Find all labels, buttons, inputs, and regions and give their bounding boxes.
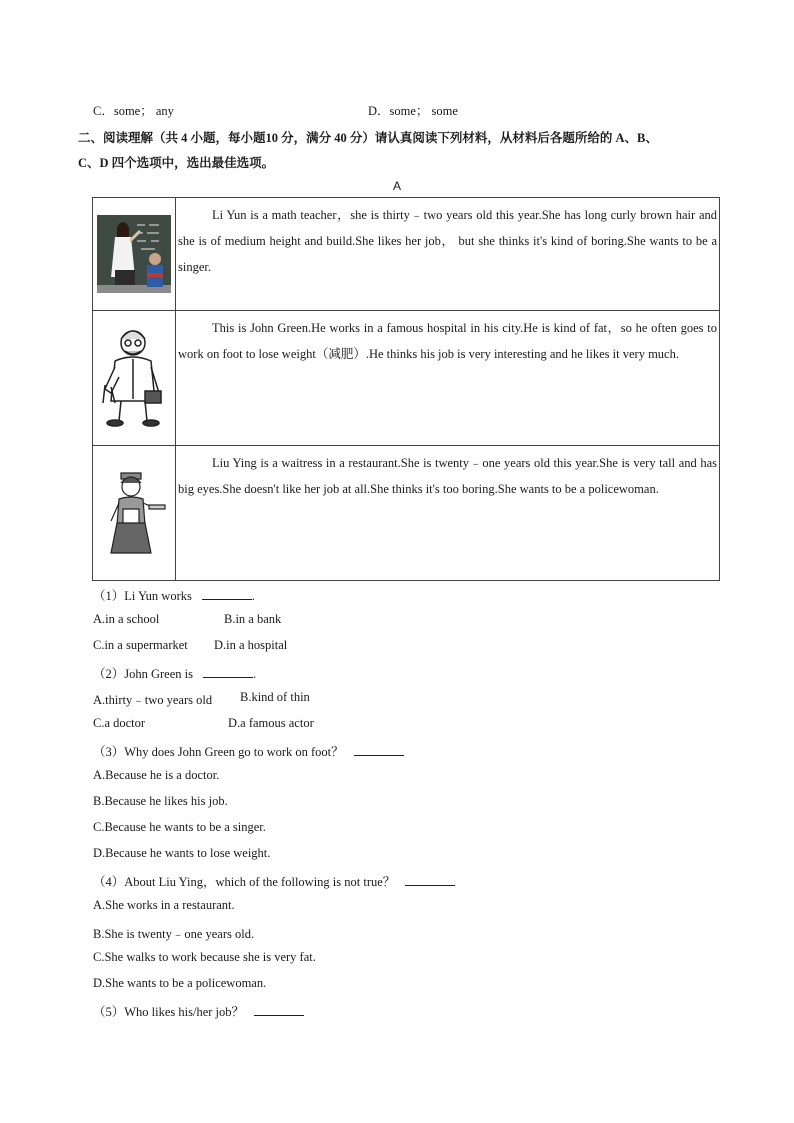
question-3-option-b: B.Because he likes his job. xyxy=(93,794,228,808)
question-2-option-a: A.thirty﹣two years old xyxy=(93,693,213,707)
question-5-stem: （5）Who likes his/her job？ xyxy=(93,1002,304,1020)
answer-blank[interactable] xyxy=(202,588,252,600)
question-1-option-a: A.in a school xyxy=(93,612,160,626)
question-2-option-d: D.a famous actor xyxy=(228,716,314,730)
question-4-stem: （4）About Liu Ying，which of the following is not true？ xyxy=(93,872,455,890)
question-1-option-c: C.in a supermarket xyxy=(93,638,188,652)
question-3-option-a: A.Because he is a doctor. xyxy=(93,768,220,782)
question-1-option-d: D.in a hospital xyxy=(214,638,288,652)
question-4-option-a: A.She works in a restaurant. xyxy=(93,898,235,912)
passage-row-2 xyxy=(93,311,719,446)
passage-text-3: Liu Ying is a waitress in a restaurant.She is twenty﹣one years old this year.She is very tall and has big eyes.She doesn't like her job at all.She thinks it's too boring.She wants to be a policewoman. xyxy=(178,456,717,496)
passage-text-2: This is John Green.He works in a famous hospital in his city.He is kind of fat，so he often goes to work on foot to lose weight（减肥）.He thinks his job is very interesting and he likes it very much. xyxy=(178,321,717,361)
passage-row-3 xyxy=(93,446,719,580)
answer-blank[interactable] xyxy=(254,1004,304,1016)
answer-blank[interactable] xyxy=(203,666,253,678)
question-4-option-b: B.She is twenty﹣one years old. xyxy=(93,927,255,941)
passage-label: A xyxy=(393,179,402,193)
question-3-stem: （3）Why does John Green go to work on foot？ xyxy=(93,742,404,760)
doctor-cartoon-icon xyxy=(93,311,176,445)
option-d-top: D．some； some xyxy=(368,104,458,118)
question-2-option-c: C.a doctor xyxy=(93,716,146,730)
question-2-option-b: B.kind of thin xyxy=(240,690,310,704)
question-2-stem: （2）John Green is . xyxy=(93,667,257,681)
question-3-option-c: C.Because he wants to be a singer. xyxy=(93,820,266,834)
answer-blank[interactable] xyxy=(354,744,404,756)
option-c-top: C．some； any xyxy=(93,104,174,118)
passage-text-1: Li Yun is a math teacher，she is thirty﹣two years old this year.She has long curly brown hair and she is of medium height and build.She likes her job， but she thinks it's kind of boring.She wants to be a singer. xyxy=(178,208,717,274)
waitress-cartoon-icon xyxy=(93,446,176,580)
passage-table xyxy=(92,197,720,581)
question-4-option-d: D.She wants to be a policewoman. xyxy=(93,976,267,990)
passage-row-1 xyxy=(93,198,719,311)
question-1-stem: （1）Li Yun works . xyxy=(93,589,255,603)
answer-blank[interactable] xyxy=(405,874,455,886)
question-3-option-d: D.Because he wants to lose weight. xyxy=(93,846,271,860)
question-1-option-b: B.in a bank xyxy=(224,612,282,626)
question-4-option-c: C.She walks to work because she is very fat. xyxy=(93,950,316,964)
section-heading-cont: C、D 四个选项中，选出最佳选项。 xyxy=(78,156,275,170)
section-heading: 二、阅读理解（共 4 小题，每小题10 分，满分 40 分）请认真阅读下列材料，从材料后各题所给的 A、B、 xyxy=(78,131,658,145)
teacher-photo-icon xyxy=(93,198,176,310)
